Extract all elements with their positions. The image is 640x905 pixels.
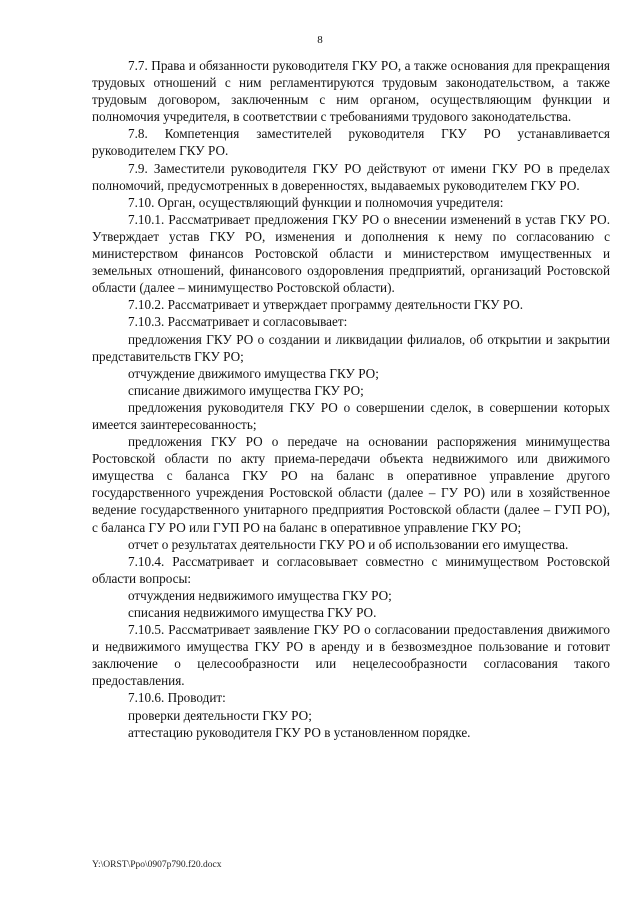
paragraph-7-8: 7.8. Компетенция заместителей руководителя ГКУ РО устанавливается руководителем ГКУ РО.: [92, 126, 610, 159]
paragraph-7-10-4: 7.10.4. Рассматривает и согласовывает совместно с минимуществом Ростовской области вопросы:: [92, 553, 610, 586]
list-item: аттестацию руководителя ГКУ РО в установленном порядке.: [128, 724, 471, 740]
list-item: предложения ГКУ РО о передаче на основании распоряжения минимущества Ростовской области по акту приема-передачи объекта недвижимого или движимого имущества с баланса ГКУ РО на баланс в оперативное управление другого государственного учреждения Ростовской области (далее – ГУ РО) или в хозяйственное ведение государственного унитарного предприятия Ростовской области (далее – ГУП РО), с баланса ГУ РО или ГУП РО на баланс в оперативное управление ГКУ РО;: [92, 434, 610, 535]
paragraph-7-10-6: 7.10.6. Проводит:: [128, 690, 226, 706]
list-item: списание движимого имущества ГКУ РО;: [128, 382, 364, 398]
list-item: отчуждение движимого имущества ГКУ РО;: [128, 365, 379, 381]
paragraph-7-9: 7.9. Заместители руководителя ГКУ РО действуют от имени ГКУ РО в пределах полномочий, предусмотренных в доверенностях, выдаваемых руководителем ГКУ РО.: [92, 160, 610, 193]
paragraph-7-10: 7.10. Орган, осуществляющий функции и полномочия учредителя:: [128, 194, 504, 210]
list-item: проверки деятельности ГКУ РО;: [128, 707, 312, 723]
list-item: предложения руководителя ГКУ РО о совершении сделок, в совершении которых имеется заинтересованность;: [92, 399, 610, 432]
paragraph-7-10-5: 7.10.5. Рассматривает заявление ГКУ РО о согласовании предоставления движимого и недвижимого имущества ГКУ РО в аренду и в безвозмездное пользование и готовит заключение о целесообразности или нецелесообразности согласования такого предоставления.: [92, 622, 610, 689]
footer-file-path: Y:\ORST\Ppo\0907p790.f20.docx: [92, 860, 222, 870]
list-item: отчуждения недвижимого имущества ГКУ РО;: [128, 587, 392, 603]
list-item: отчет о результатах деятельности ГКУ РО и об использовании его имущества.: [128, 536, 569, 552]
page-number: 8: [317, 34, 323, 46]
document-body: [92, 57, 610, 741]
paragraph-7-7: 7.7. Права и обязанности руководителя ГКУ РО, а также основания для прекращения трудовых отношений с ним регламентируются трудовым законодательством, а также трудовым договором, заключенным с ним органом, осуществляющим функции и полномочия учредителя, в соответствии с требованиями трудового законодательства.: [92, 58, 610, 125]
list-item: предложения ГКУ РО о создании и ликвидации филиалов, об открытии и закрытии представительств ГКУ РО;: [92, 331, 610, 364]
paragraph-7-10-2: 7.10.2. Рассматривает и утверждает программу деятельности ГКУ РО.: [128, 297, 524, 313]
paragraph-7-10-3: 7.10.3. Рассматривает и согласовывает:: [128, 314, 348, 330]
paragraph-7-10-1: 7.10.1. Рассматривает предложения ГКУ РО о внесении изменений в устав ГКУ РО. Утверждает устав ГКУ РО, изменения и дополнения к нему по согласованию с министерством финансов Ростовской области и министерством имущественных и земельных отношений, финансового оздоровления предприятий, организаций Ростовской области (далее – минимущество Ростовской области).: [92, 211, 610, 296]
list-item: списания недвижимого имущества ГКУ РО.: [128, 605, 377, 620]
